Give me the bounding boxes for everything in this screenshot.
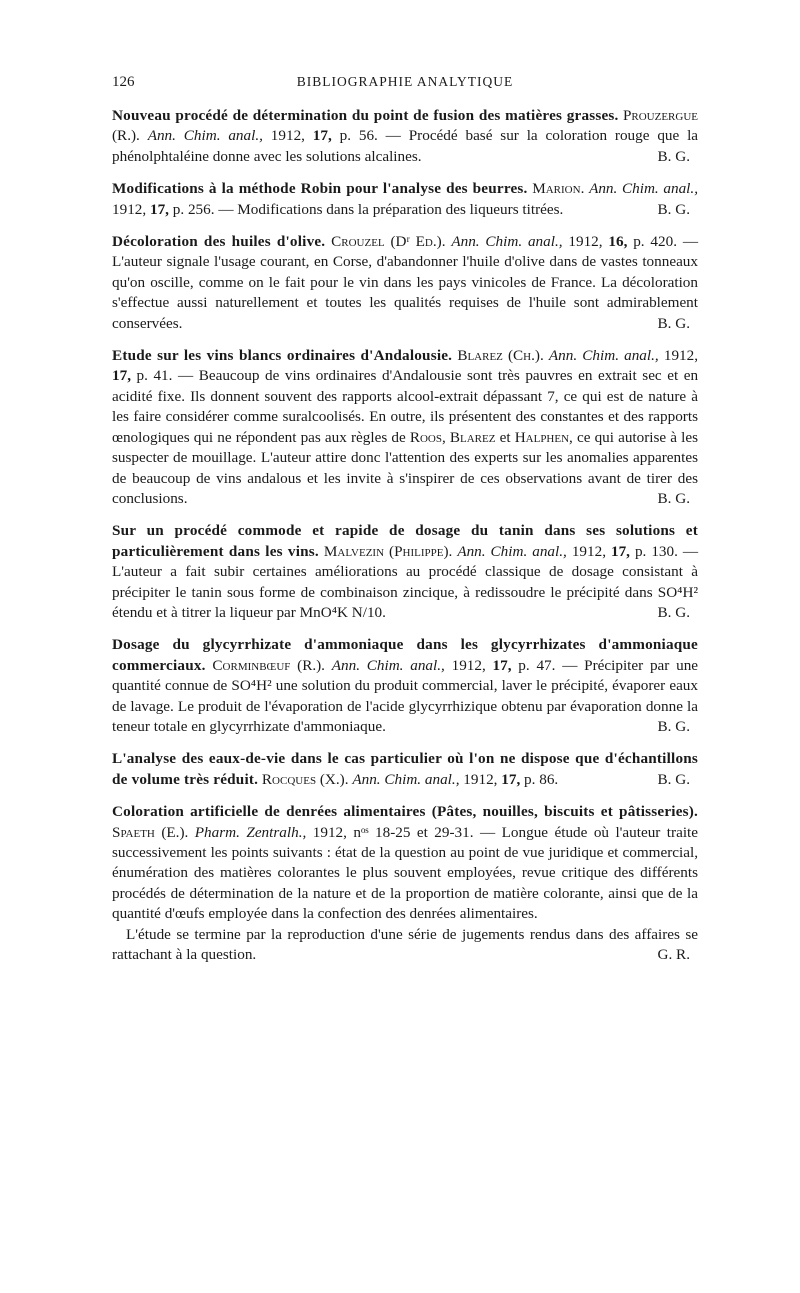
entry-summary: — Modifications dans la préparation des liqueurs titrées. bbox=[218, 200, 564, 218]
entry-author: Malvezin (Philippe). bbox=[323, 542, 453, 560]
entry-journal: Ann. Chim. anal., bbox=[147, 127, 263, 145]
entry-title: Etude sur les vins blancs ordinaires d'Andalousie. bbox=[112, 347, 453, 365]
entry-journal: Ann. Chim. anal., bbox=[331, 656, 445, 674]
entry-journal: Ann. Chim. anal., bbox=[451, 233, 563, 251]
entry-journal: Ann. Chim. anal., bbox=[457, 542, 567, 560]
entry-volume: 17, bbox=[492, 656, 512, 674]
entry-cited-author: Roos, bbox=[409, 428, 446, 446]
entry-author: Crouzel (Dʳ Ed.). bbox=[331, 233, 446, 251]
page-number: 126 bbox=[112, 74, 135, 90]
entry-title: Modifications à la méthode Robin pour l'analyse des beurres. bbox=[112, 180, 528, 198]
entry-author: Prouzergue (R.). bbox=[112, 107, 698, 145]
entry-title: Décoloration des huiles d'olive. bbox=[112, 233, 326, 251]
entry-page: p. 130. bbox=[634, 542, 678, 560]
entry-title: Dosage du glycyrrhizate d'ammoniaque dans les glycyrrhizates d'ammoniaque commerciaux. bbox=[112, 636, 698, 674]
bibliography-entry bbox=[112, 179, 698, 220]
entry-year: 1912, bbox=[270, 127, 305, 145]
bibliography-entry bbox=[112, 346, 698, 509]
entry-summary: — Précipiter par une quantité connue de SO⁴H² une solution du produit commercial, laver le précipité, évaporer eaux de lavage. Le produit de l'évaporation de l'acide glycyrrhizique obtenu par évaporation donne la teneur totale en glycyrrhizate d'ammoniaque. bbox=[112, 656, 699, 735]
entry-volume: 17, bbox=[312, 127, 332, 145]
entry-conjunction: et bbox=[499, 428, 511, 446]
entry-initials: B. G. bbox=[657, 200, 690, 218]
entry-paragraph bbox=[112, 106, 698, 167]
entry-initials: G. R. bbox=[657, 946, 690, 964]
entry-year: 1912, bbox=[312, 823, 347, 841]
entry-year: 1912, bbox=[451, 656, 486, 674]
entry-paragraph bbox=[112, 635, 698, 737]
entry-summary: L'étude se termine par la reproduction d'une série de jugements rendus dans des affaires se rattachant à la question. bbox=[112, 925, 698, 964]
entry-initials: B. G. bbox=[657, 489, 690, 507]
bibliography-entry bbox=[112, 521, 698, 623]
bibliography-entry bbox=[112, 635, 698, 737]
entry-journal: Pharm. Zentralh., bbox=[194, 823, 307, 841]
entry-journal: Ann. Chim. anal., bbox=[548, 347, 659, 365]
entry-author: Blarez (Ch.). bbox=[457, 347, 544, 365]
entry-initials: B. G. bbox=[657, 717, 690, 735]
entry-summary: — Beaucoup de vins ordinaires d'Andalousie sont très pauvres en extrait sec et en acidité fixe. Ils donnent souvent des rapports alcool-extrait dépassant 7, ce qui est de nature à les faire considérer comme suralcoolisés. En outre, ils présentent des constantes et des rapports œnologiques qui ne répondent pas aux règles de bbox=[112, 367, 699, 446]
entry-summary: — L'auteur a fait subir certaines améliorations au procédé classique de dosage consistant à précipiter le tanin sous forme de combinaison zincique, à redissoudre le précipité dans SO⁴H² étendu et à titrer la liqueur par MnO⁴K N/10. bbox=[112, 542, 699, 621]
entry-page: p. 256. bbox=[172, 200, 215, 218]
entry-paragraph bbox=[112, 232, 698, 334]
entry-volume: 17, bbox=[112, 367, 131, 385]
entry-title: Sur un procédé commode et rapide de dosage du tanin dans ses solutions et particulièrement dans les vins. bbox=[112, 522, 698, 560]
entry-author: Rocques (X.). bbox=[261, 770, 349, 788]
entry-page: p. 420. bbox=[633, 233, 677, 251]
entry-page: p. 47. bbox=[518, 656, 556, 674]
entry-volume: 17, bbox=[501, 770, 521, 788]
entry-title: L'analyse des eaux-de-vie dans le cas particulier où l'on ne dispose que d'échantillons de volume très réduit. bbox=[112, 750, 698, 788]
entry-paragraph bbox=[112, 521, 698, 623]
entry-initials: B. G. bbox=[657, 147, 690, 165]
entry-year: 1912, bbox=[568, 233, 603, 251]
entry-year: 1912, bbox=[571, 542, 606, 560]
entry-initials: B. G. bbox=[657, 603, 690, 621]
entry-summary: — Longue étude où l'auteur traite successivement les points suivants : état de la question au point de vue juridique et commercial, énumération des matières colorantes le plus souvent employées, revue critique des différents procédés de détermination de la nature et de la proportion de matière colorante, ainsi que de la quantité d'œufs employée dans la confection des denrées alimentaires. bbox=[112, 823, 699, 923]
entry-issue-numbers: nᵒˢ 18-25 et 29-31. bbox=[353, 823, 474, 841]
entry-paragraph bbox=[112, 749, 698, 790]
document-page bbox=[112, 72, 698, 977]
entry-paragraph bbox=[112, 346, 698, 509]
entry-summary: — L'auteur signale l'usage courant, en Corse, d'abandonner l'huile d'olive dans de vastes tonneaux qu'on oscille, comme on le fait pour le vin dans les pays vinicoles de France. La décoloration s'effectue aussi naturellement et toutes les qualités requises de l'huile sont admirablement conservées. bbox=[112, 233, 699, 332]
entry-journal: Ann. Chim. anal., bbox=[352, 770, 460, 788]
entry-author: Spaeth (E.). bbox=[112, 823, 189, 841]
entry-cited-author: Halphen, bbox=[514, 428, 573, 446]
entry-title: Nouveau procédé de détermination du point de fusion des matières grasses. bbox=[112, 107, 619, 124]
entry-initials: B. G. bbox=[657, 314, 690, 332]
entry-volume: 17, bbox=[610, 542, 630, 560]
entry-paragraph bbox=[112, 179, 698, 220]
entry-cited-author: Blarez bbox=[449, 428, 496, 446]
entry-author: Marion. bbox=[532, 180, 585, 198]
running-title: BIBLIOGRAPHIE ANALYTIQUE bbox=[296, 74, 514, 89]
bibliography-entry bbox=[112, 106, 698, 167]
entry-journal: Ann. Chim. anal., bbox=[589, 180, 698, 198]
entry-volume: 17, bbox=[149, 200, 169, 218]
bibliography-entry bbox=[112, 802, 698, 965]
entry-summary: Procédé basé sur la coloration rouge que la phénolphtaléine donne avec les solutions alcalines. bbox=[112, 127, 699, 165]
entry-title: Coloration artificielle de denrées alimentaires (Pâtes, nouilles, biscuits et pâtisseries). bbox=[112, 803, 698, 821]
entry-volume: 16, bbox=[608, 233, 628, 251]
entry-page: p. 56. — bbox=[339, 127, 401, 145]
entry-page: p. 86. bbox=[524, 770, 559, 788]
entry-author: Corminbœuf (R.). bbox=[212, 656, 325, 674]
entry-page: p. 41. bbox=[136, 367, 173, 385]
entry-year: 1912, bbox=[463, 770, 498, 788]
entry-paragraph bbox=[112, 925, 698, 966]
entry-summary: ce qui autorise à les suspecter de mouillage. L'auteur attire donc l'attention des experts sur les anomalies apparentes de beaucoup de vins andalous et les invite à s'inspirer de ces observations avant de tirer des conclusions. bbox=[112, 428, 699, 507]
entry-year: 1912, bbox=[112, 200, 147, 218]
bibliography-entry bbox=[112, 232, 698, 334]
entry-paragraph bbox=[112, 802, 698, 924]
entry-initials: B. G. bbox=[657, 770, 690, 788]
bibliography-entry bbox=[112, 749, 698, 790]
running-head bbox=[112, 72, 698, 94]
entry-year: 1912, bbox=[663, 347, 699, 365]
